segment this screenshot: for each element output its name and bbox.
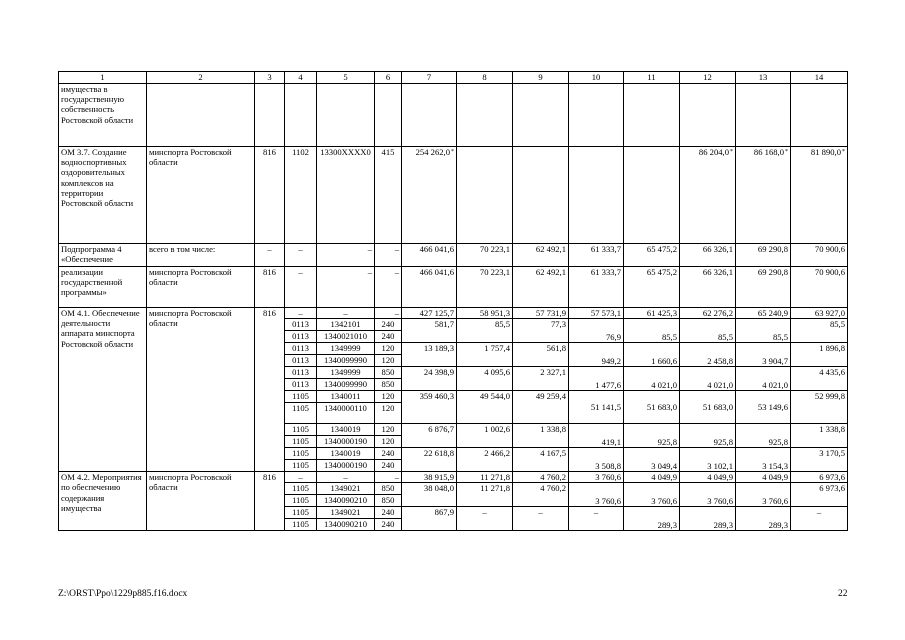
value-total: 466 041,6 — [402, 267, 457, 308]
value-year: 925,8 — [680, 424, 736, 448]
value-year: 4 049,9 — [680, 472, 736, 483]
target-article: 1340000110 — [324, 403, 367, 414]
value-year: – — [791, 507, 848, 531]
value-year: 289,3 — [736, 507, 791, 531]
executor: минспорта Ростовской области — [147, 267, 255, 308]
expense-type: – — [375, 244, 402, 267]
value-year: 77,3 — [513, 319, 569, 343]
target-article: 1340000190 — [324, 436, 367, 447]
section-code: 1105 — [285, 391, 316, 403]
value-year: 4 760,2 — [513, 472, 569, 483]
value-year: 61 333,7 — [569, 267, 624, 308]
header-cell: 7 — [402, 72, 457, 84]
target-article: 1340090210 — [324, 519, 367, 530]
expense-type: 850 — [375, 483, 401, 495]
target-article: 1340000190 — [324, 460, 367, 471]
value-year: 1 477,6 — [569, 367, 624, 391]
section-code: – — [285, 267, 317, 308]
value-year: 61 333,7 — [569, 244, 624, 267]
value-year: 1 338,8 — [791, 424, 848, 448]
value-year: 3 760,6 — [569, 472, 624, 483]
section-code: 1105 — [285, 507, 316, 519]
expense-type: 240 — [375, 319, 401, 331]
section-code: 1105 — [292, 460, 309, 471]
value-year: 4 021,0 — [680, 367, 736, 391]
section-code: 0113 — [292, 331, 309, 342]
value-year: 66 326,1 — [680, 267, 736, 308]
value-year: – — [569, 507, 624, 531]
value-year: 70 900,6 — [791, 244, 848, 267]
target-article: 1340099990 — [324, 379, 367, 390]
target-article: 1349021 — [317, 507, 374, 519]
value-year: 3 049,4 — [624, 448, 680, 472]
value-year: 925,8 — [736, 424, 791, 448]
activity-name: ОМ 4.2. Мероприятия по обеспечению содержания имущества — [59, 472, 147, 531]
value-year: 65 240,9 — [736, 308, 791, 319]
value-year: 1 002,6 — [457, 424, 513, 448]
grbs-code: 816 — [255, 147, 285, 244]
header-cell: 1 — [59, 72, 147, 84]
value-year: 62 492,1 — [513, 244, 569, 267]
value-year: 3 760,6 — [736, 483, 791, 507]
target-article: 1342101 — [317, 319, 374, 331]
section-code: 1105 — [285, 448, 316, 460]
expense-type: 850 — [381, 379, 395, 390]
value-year: 4 049,9 — [624, 472, 680, 483]
grbs-code: 816 — [255, 308, 285, 472]
value-total: 24 398,9 — [402, 367, 457, 391]
value-year: 2 458,8 — [680, 343, 736, 367]
value-total: 466 041,6 — [402, 244, 457, 267]
value-total: 22 618,8 — [402, 448, 457, 472]
executor: всего в том числе: — [147, 244, 255, 267]
value-year: 51 683,0 — [624, 391, 680, 424]
subprogram-name: Подпрограмма 4 «Обеспечение — [59, 244, 147, 267]
value-year: 2 466,2 — [457, 448, 513, 472]
value-year: 61 425,3 — [624, 308, 680, 319]
table-row-continuation — [59, 84, 848, 147]
value-year: 85,5 — [624, 319, 680, 343]
expense-type: 120 — [375, 424, 401, 436]
header-cell: 11 — [624, 72, 680, 84]
value-year: 4 167,5 — [513, 448, 569, 472]
expense-type: 120 — [381, 436, 395, 447]
table-row-om37 — [59, 147, 848, 244]
value-year: 51 141,5 — [569, 391, 624, 424]
value-total: 867,9 — [402, 507, 457, 531]
executor: минспорта Ростовской области — [147, 308, 255, 472]
value-year: – — [457, 507, 513, 531]
table-row-p4-total — [59, 244, 848, 267]
value-year: 1 757,4 — [457, 343, 513, 367]
value-total: 38 048,0 — [402, 483, 457, 507]
footer-file-path: Z:\ORST\Ppo\1229p885.f16.docx — [58, 589, 188, 599]
value-year: 3 508,8 — [569, 448, 624, 472]
target-article: 1340019 — [317, 424, 374, 436]
target-article: 1349021 — [317, 483, 374, 495]
expense-type: 850 — [381, 495, 395, 506]
grbs-code: 816 — [255, 267, 285, 308]
value-year: 3 102,1 — [680, 448, 736, 472]
target-article: 13300XXXX0 — [317, 147, 375, 244]
expense-type: 120 — [375, 343, 401, 355]
header-cell: 12 — [680, 72, 736, 84]
section-code: 1105 — [292, 436, 309, 447]
expense-type: 240 — [381, 460, 395, 471]
table-row-om41-total — [59, 308, 848, 319]
expense-type: 120 — [375, 391, 401, 403]
executor: минспорта Ростовской области — [147, 472, 255, 531]
value-year: 4 049,9 — [736, 472, 791, 483]
expense-type: – — [375, 308, 402, 319]
section-code: 0113 — [285, 367, 316, 379]
expense-type: 240 — [381, 331, 395, 342]
value-year: 1 660,6 — [624, 343, 680, 367]
header-cell: 10 — [569, 72, 624, 84]
section-code: 0113 — [285, 343, 316, 355]
header-cell: 14 — [791, 72, 848, 84]
expense-type: 240 — [375, 448, 401, 460]
table-row-p4-ministry — [59, 267, 848, 308]
section-code: 1105 — [285, 483, 316, 495]
value-year: 3 170,5 — [791, 448, 848, 472]
grbs-code: 816 — [255, 472, 285, 531]
target-article: 1340021010 — [324, 331, 367, 342]
header-cell: 13 — [736, 72, 791, 84]
expense-type: 120 — [381, 403, 395, 414]
header-cell: 8 — [457, 72, 513, 84]
value-total: 38 915,9 — [402, 472, 457, 483]
value-year: 4 021,0 — [624, 367, 680, 391]
value-year: 1 896,8 — [791, 343, 848, 367]
value-year: 11 271,8 — [457, 472, 513, 483]
value-year: 3 760,6 — [569, 483, 624, 507]
activity-name: ОМ 3.7. Создание водноспортивных оздоровительных комплексов на территории Ростовской области — [59, 147, 147, 244]
section-code: 1102 — [285, 147, 317, 244]
value-year: 66 326,1 — [680, 244, 736, 267]
value-year: 69 290,8 — [736, 244, 791, 267]
value-year: 49 544,0 — [457, 391, 513, 424]
budget-table-page — [58, 71, 848, 531]
subprogram-name-cont: реализации государственной программы» — [59, 267, 147, 308]
value-year: 561,8 — [513, 343, 569, 367]
value-year: 57 731,9 — [513, 308, 569, 319]
value-year: 3 760,6 — [624, 483, 680, 507]
executor: минспорта Ростовской области — [147, 147, 255, 244]
value-year: 289,3 — [624, 507, 680, 531]
budget-table — [58, 71, 848, 531]
value-year: 6 973,6 — [791, 472, 848, 483]
target-article: 1340099990 — [324, 355, 367, 366]
section-code: – — [285, 244, 317, 267]
header-row — [59, 72, 848, 84]
value-year: 65 475,2 — [624, 244, 680, 267]
header-cell: 3 — [255, 72, 285, 84]
value-year: 3 904,7 — [736, 343, 791, 367]
value-year: 11 271,8 — [457, 483, 513, 507]
value-year: 925,8 — [624, 424, 680, 448]
section-code: 0113 — [292, 379, 309, 390]
value-year: 949,2 — [569, 343, 624, 367]
section-code: – — [285, 308, 317, 319]
value-year: 419,1 — [569, 424, 624, 448]
header-cell: 2 — [147, 72, 255, 84]
value-year: 51 683,0 — [680, 391, 736, 424]
target-article: 1349999 — [317, 367, 374, 379]
value-year: 70 223,1 — [457, 267, 513, 308]
value-year: 3 760,6 — [680, 483, 736, 507]
value-year: 85,5 — [457, 319, 513, 343]
value-year: 62 492,1 — [513, 267, 569, 308]
activity-name: имущества в государственную собственность Ростовской области — [59, 84, 147, 147]
value-year: 85,5 — [736, 319, 791, 343]
value-year: 53 149,6 — [736, 391, 791, 424]
section-code: 0113 — [285, 319, 316, 331]
value-year: 1 338,8 — [513, 424, 569, 448]
value-total: 13 189,3 — [402, 343, 457, 367]
value-year: 57 573,1 — [569, 308, 624, 319]
target-article: – — [317, 472, 375, 483]
value-year: 4 021,0 — [736, 367, 791, 391]
header-cell: 9 — [513, 72, 569, 84]
expense-type: – — [375, 472, 402, 483]
value-year: 70 900,6 — [791, 267, 848, 308]
value-year: 49 259,4 — [513, 391, 569, 424]
header-cell: 5 — [317, 72, 375, 84]
expense-type: 240 — [381, 519, 395, 530]
value-year: 70 223,1 — [457, 244, 513, 267]
value-year: 65 475,2 — [624, 267, 680, 308]
value-year: 86 204,0* — [680, 147, 736, 244]
target-article: 1340019 — [317, 448, 374, 460]
value-year: 4 095,6 — [457, 367, 513, 391]
target-article: 1349999 — [317, 343, 374, 355]
expense-type: 240 — [375, 507, 401, 519]
value-total: 427 125,7 — [402, 308, 457, 319]
section-code: 1105 — [292, 403, 309, 414]
expense-type: 415 — [375, 147, 402, 244]
header-cell: 6 — [375, 72, 402, 84]
value-year: 85,5 — [680, 319, 736, 343]
expense-type: 850 — [375, 367, 401, 379]
value-year: 289,3 — [680, 507, 736, 531]
target-article: – — [317, 308, 375, 319]
section-code: 1105 — [285, 424, 316, 436]
value-year: 63 927,0 — [791, 308, 848, 319]
section-code: – — [285, 472, 317, 483]
target-article: – — [317, 267, 375, 308]
section-code: 1105 — [292, 519, 309, 530]
value-total: 359 460,3 — [402, 391, 457, 424]
table-row-om42-total — [59, 472, 848, 483]
value-year: 86 168,0* — [736, 147, 791, 244]
expense-type: 120 — [381, 355, 395, 366]
section-code: 0113 — [292, 355, 309, 366]
value-year: 58 951,3 — [457, 308, 513, 319]
section-code: 1105 — [292, 495, 309, 506]
value-year: 3 154,3 — [736, 448, 791, 472]
activity-name: ОМ 4.1. Обеспечение деятельности аппарата минспорта Ростовской области — [59, 308, 147, 472]
target-article: 1340011 — [317, 391, 374, 403]
header-cell: 4 — [285, 72, 317, 84]
value-year: 62 276,2 — [680, 308, 736, 319]
value-year: 85,5 — [791, 319, 848, 343]
value-year: 6 973,6 — [791, 483, 848, 507]
value-year: 4 760,2 — [513, 483, 569, 507]
expense-type: – — [375, 267, 402, 308]
value-year: 76,9 — [569, 319, 624, 343]
value-total: 254 262,0* — [402, 147, 457, 244]
value-total: 6 876,7 — [402, 424, 457, 448]
footer-page-number: 22 — [838, 589, 848, 599]
value-year: 4 435,6 — [791, 367, 848, 391]
value-year: 69 290,8 — [736, 267, 791, 308]
target-article: – — [317, 244, 375, 267]
value-year: 2 327,1 — [513, 367, 569, 391]
value-year: – — [513, 507, 569, 531]
grbs-code: – — [255, 244, 285, 267]
value-total: 581,7 — [402, 319, 457, 343]
value-year: 52 999,8 — [791, 391, 848, 424]
target-article: 1340090210 — [324, 495, 367, 506]
value-year: 81 890,0* — [791, 147, 848, 244]
